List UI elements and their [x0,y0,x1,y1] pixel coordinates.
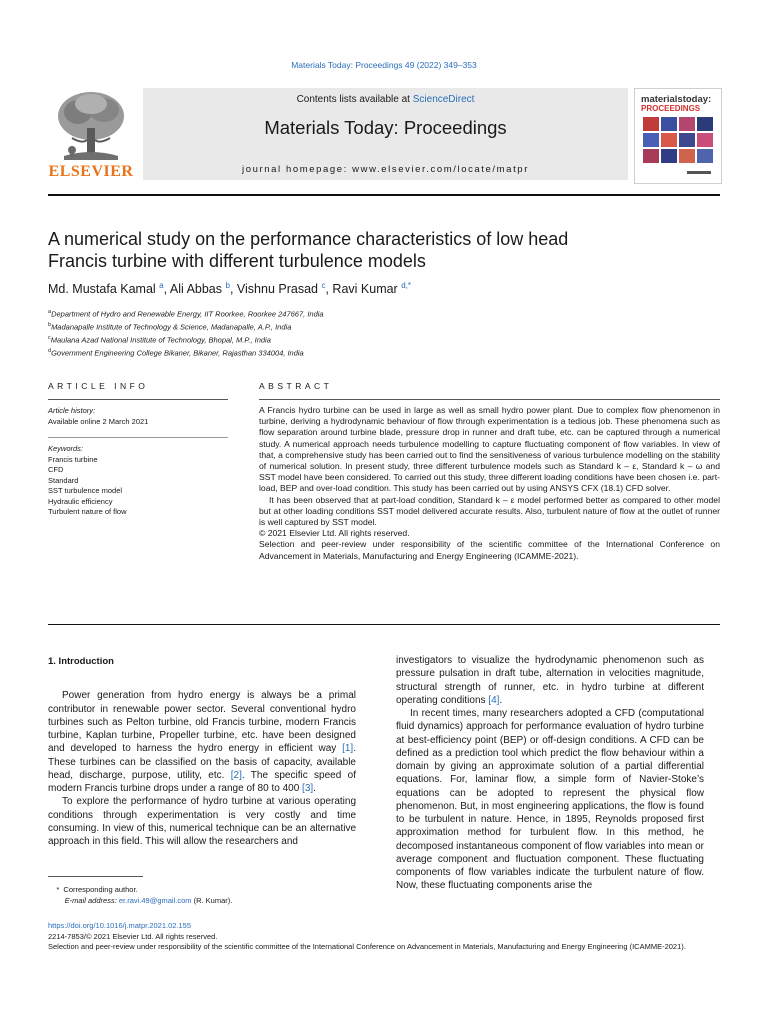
text-span: . The specific speed of modern Francis turbine drops under a range of 80 to 400 [48,769,356,794]
keyword-item: Standard [48,475,79,485]
elsevier-logo[interactable] [48,88,134,183]
journal-masthead [143,88,628,180]
sciencedirect-link[interactable]: ScienceDirect [412,94,475,105]
body-right-column [396,654,704,893]
email-label: E-mail address: [64,896,119,905]
corresponding-author-note: * Corresponding author. [48,885,138,894]
title-line-1: A numerical study on the performance characteristics of low head [48,229,569,249]
author-name: Ali Abbas [169,282,223,297]
article-title [48,228,688,272]
keywords-label: Keywords: [48,444,84,453]
ref-link[interactable]: [2] [230,769,242,781]
footnote-rule [48,876,143,877]
keyword-item: Francis turbine [48,454,98,464]
keywords [48,444,127,518]
cover-subtitle: PROCEEDINGS [641,104,701,113]
title-line-2: Francis turbine with different turbulence models [48,251,426,271]
body-paragraph [48,689,356,795]
body-paragraph: In recent times, many researchers adopted a CFD (computational fluid dynamics) approach for performance evaluation of hydro turbine at best-efficiency point (BEP) or off-design conditions. A CFD can be defined as a prediction tool which predict the flow behaviour within a domain by giving an approximate solution of a partial differential equations. For, laminar flow, a simple form of Navier-Stoke’s equations can be adopted to represent the physical flow phenomenon. But, in most engineering applications, the flow is found to be turbulent in nature. Hence, in 1895, Reynolds proposed first approximation method for turbulent flow. In this method, he decomposed instantaneous component of flow variables into mean or average component and fluctuation component. These fluctuating components of flow variables indicate the turbulent nature of flow. Now, these fluctuating components arise the [396,708,704,892]
affiliation-text: Maulana Azad National Institute of Technology, Bhopal, M.P., India [50,335,271,345]
body-paragraph: To explore the performance of hydro turbine at various operating conditions through experimentation is very costly and time consuming. In view of this, numerical technique can be an alternative approach in this field. This will allow the researchers and [48,796,356,847]
bottom-metadata [48,921,720,953]
abstract-heading: ABSTRACT [259,381,333,391]
journal-citation-link[interactable]: Materials Today: Proceedings 49 (2022) 349–353 [291,60,477,70]
abstract-paragraph: It has been observed that at part-load condition, Standard k – ε model performed better as compared to other model but at other loading conditions SST model delivered accurate results. Also, turbulent nature of flow at the outlet of runner is well captured by SST model. [259,494,720,528]
email-note [48,895,388,906]
header-rule [48,194,720,196]
history-value: Available online 2 March 2021 [48,416,149,426]
affiliation-ref-link[interactable]: c [321,281,326,290]
contents-prefix: Contents lists available at [296,94,413,105]
affiliation-text: Department of Hydro and Renewable Energy, IIT Roorkee, Roorkee 247667, India [51,309,324,319]
journal-cover-thumbnail[interactable] [634,88,722,184]
affiliation-item [48,307,720,320]
history-label: Article history: [48,406,96,415]
text-span: . These turbines can be classified on the basis of capacity, available head, discharge, purpose, utility, etc. [48,743,356,781]
abstract-bottom-rule [48,624,720,625]
author-name: Md. Mustafa Kamal [48,282,156,297]
text-span: Power generation from hydro energy is always be a primal contributor in renewable power sector. Several conventional hydro turbines such as Pelton turbine, old Francis turbine, modern Francis turbine, Kaplan turbine, Propeller turbine, etc. have been designed and developed to harness the hydro energy in efficient way [48,690,356,755]
body-left-column [48,655,356,848]
article-history [48,406,148,427]
abstract-divider [259,399,720,400]
contents-line [143,94,628,105]
issn-line: 2214-7853/© 2021 Elsevier Ltd. All rights reserved. [48,931,218,941]
author-name: Vishnu Prasad [236,282,318,297]
affiliation-marker: a [48,309,52,315]
affiliation-marker: c [48,335,51,341]
elsevier-tree-icon [54,90,128,162]
ref-link[interactable]: [1] [342,743,354,755]
affiliation-item [48,333,720,346]
cover-title: materialstoday: [641,94,712,105]
text-span: investigators to visualize the hydrodynamic phenomenon such as pressure pulsation in draft tube, alternation in velocities magnitude, structural strength of runner, etc. in hydro turbine at different operating conditions [396,655,704,706]
journal-homepage[interactable]: journal homepage: www.elsevier.com/locate/matpr [242,164,529,175]
ref-link[interactable]: [4] [488,694,500,706]
history-divider [48,437,228,438]
affiliation-ref-link[interactable]: d,* [401,281,411,290]
author-name: Ravi Kumar [332,282,398,297]
affiliation-text: Government Engineering College Bikaner, Bikaner, Rajasthan 334004, India [51,348,304,358]
keyword-item: Turbulent nature of flow [48,507,127,516]
affiliation-item [48,320,720,333]
keyword-item: Hydraulic efficiency [48,496,113,506]
author-list: Md. Mustafa Kamal $^a$, Ali Abbas $^b$, Vishnu Prasad $^c$, Ravi Kumar $^{d,*}$ [48,281,411,297]
email-link[interactable]: er.ravi.49@gmail.com [118,896,192,905]
affiliation-marker: b [48,322,52,328]
affiliation-text: Madanapalle Institute of Technology & Science, Madanapalle, A.P., India [51,322,292,332]
selection-note: Selection and peer-review under responsibility of the scientific committee of the International Conference on Advancement in Materials, Manufacturing and Energy Engineering (ICAMME-2021). [48,942,686,951]
text-span: . [313,783,316,794]
corresponding-text: Corresponding author. [63,885,138,894]
abstract-copyright: © 2021 Elsevier Ltd. All rights reserved. [259,528,410,539]
keyword-item: SST turbulence model [48,486,123,495]
cover-art-icon [635,89,721,183]
abstract-paragraph: A Francis hydro turbine can be used in large as well as small hydro power plant. Due to complex flow phenomenon in turbine, deriving a hydrodynamic behaviour of flow through experimentation is a tedious job. These phenomena such as flow separation around turbine blade, pressure drop in runner and draft tube, etc. can be captured through a numerical study. A numerical approach needs turbulence modelling to capture fluctuating component of flow variables. In view of that, a comprehensive study has been carried out to find the sensitiveness of various turbulence modelling on the stability of numerical solution. In present study, three different turbulence models such as Standard k – ε, Standard k – ω and SST model have been considered. To carried out this study, three different loading conditions have been chosen i.e. part-load, BEP and over-load condition. This study has been carried out by using ANSYS CFX (18.1) CFD solver. [259,405,720,494]
affiliation-item [48,346,720,359]
affiliations [48,307,720,359]
article-info-divider [48,399,228,400]
journal-header [48,88,720,183]
body-paragraph [396,654,704,707]
keyword-item: CFD [48,465,64,474]
elsevier-wordmark: ELSEVIER [48,163,134,180]
abstract-selection: Selection and peer-review under responsibility of the scientific committee of the International Conference on Advancement in Materials, Manufacturing and Energy Engineering (ICAMME-2021). [259,539,720,561]
abstract-body [259,405,720,562]
affiliation-ref-link[interactable]: a [159,281,164,290]
footnote [48,884,388,906]
article-info-heading: ARTICLE INFO [48,381,149,391]
text-span: . [499,694,503,706]
affiliation-marker: d [48,348,52,354]
journal-title: Materials Today: Proceedings [264,117,507,138]
section-heading: 1. Introduction [48,656,114,667]
doi-link[interactable]: https://doi.org/10.1016/j.matpr.2021.02.155 [48,921,192,930]
email-suffix: (R. Kumar). [191,896,233,905]
affiliation-ref-link[interactable]: b [225,281,230,290]
ref-link[interactable]: [3] [302,783,314,794]
